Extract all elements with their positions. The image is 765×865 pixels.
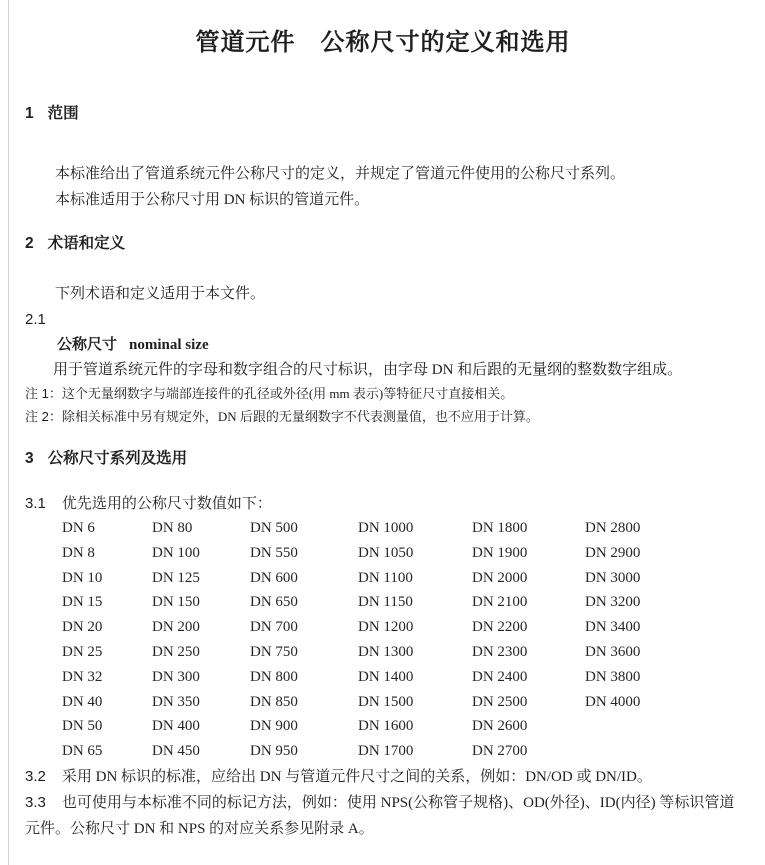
- dn-value: DN 1150: [358, 594, 413, 611]
- clause-number: 3.1: [25, 495, 46, 512]
- dn-value: DN 2800: [585, 520, 641, 536]
- dn-value: DN 450: [152, 743, 200, 760]
- clause-3-3: [25, 790, 741, 842]
- section-1-heading: [25, 103, 741, 125]
- dn-value: DN 6: [62, 520, 95, 536]
- dn-value: DN 1500: [358, 693, 414, 710]
- clause-2-1-number: 2.1: [25, 311, 46, 328]
- dn-value: DN 80: [152, 520, 193, 536]
- dn-value: DN 1000: [358, 520, 414, 536]
- dn-value: DN 32: [62, 668, 103, 685]
- dn-value: DN 2600: [472, 718, 528, 735]
- section-3-heading: [25, 448, 741, 470]
- dn-value: DN 1700: [358, 743, 414, 760]
- dn-value: [585, 714, 741, 739]
- dn-value: DN 600: [250, 569, 298, 586]
- term-english: nominal size: [129, 337, 209, 353]
- dn-value: DN 1050: [358, 544, 414, 561]
- term-chinese: 公称尺寸: [57, 336, 118, 353]
- dn-value: DN 65: [62, 743, 103, 760]
- dn-value: DN 25: [62, 643, 103, 660]
- section-heading-text: 公称尺寸系列及选用: [47, 450, 188, 467]
- dn-value: DN 3400: [585, 619, 641, 636]
- note-1: [25, 382, 741, 405]
- dn-value: DN 900: [250, 718, 298, 735]
- term-definition: 用于管道系统元件的字母和数字组合的尺寸标识，由字母 DN 和后跟的无量纲的整数数字组成。: [53, 362, 683, 378]
- section-1-body: [25, 161, 741, 213]
- note-2: [25, 405, 741, 428]
- note-label: 注 1：: [25, 386, 62, 401]
- dn-value: DN 40: [62, 693, 103, 710]
- dn-value: DN 20: [62, 619, 103, 636]
- term-line: [25, 332, 741, 358]
- dn-value: DN 4000: [585, 693, 641, 710]
- clause-text: 优先选用的公称尺寸数值如下：: [61, 496, 272, 512]
- paragraph: 本标准给出了管道系统元件公称尺寸的定义，并规定了管道元件使用的公称尺寸系列。: [55, 166, 626, 182]
- clause-number: 3.2: [25, 767, 46, 785]
- dn-value: DN 1300: [358, 643, 414, 660]
- dn-value: DN 2500: [472, 693, 528, 710]
- terms-intro: 下列术语和定义适用于本文件。: [55, 286, 266, 302]
- dn-value: DN 550: [250, 544, 298, 561]
- clause-text: 也可使用与本标准不同的标记方法，例如：使用 NPS(公称管子规格)、OD(外径)、ID(内径) 等标识管道元件。公称尺寸 DN 和 NPS 的对应关系参见附录 A。: [25, 794, 735, 837]
- dn-value: DN 1200: [358, 619, 414, 636]
- dn-value: DN 2100: [472, 594, 528, 611]
- dn-value: DN 2700: [472, 743, 528, 760]
- dn-value: DN 750: [250, 643, 298, 660]
- dn-value: DN 500: [250, 520, 298, 536]
- dn-value: DN 100: [152, 544, 200, 561]
- section-heading-text: 范围: [47, 105, 79, 122]
- dn-value: DN 1900: [472, 544, 528, 561]
- scan-edge-line: [8, 0, 9, 865]
- dn-value: DN 3800: [585, 668, 641, 685]
- dn-value: [585, 739, 741, 764]
- dn-value: DN 1100: [358, 569, 413, 586]
- dn-value: DN 200: [152, 619, 200, 636]
- dn-value: DN 350: [152, 693, 200, 710]
- note-label: 注 2：: [25, 409, 62, 424]
- dn-value: DN 3000: [585, 569, 641, 586]
- section-2-heading: [25, 233, 741, 255]
- clause-3-2: [25, 764, 741, 790]
- dn-value: DN 650: [250, 594, 298, 611]
- dn-value: DN 700: [250, 619, 298, 636]
- dn-value: DN 2900: [585, 544, 641, 561]
- clause-text: 采用 DN 标识的标准，应给出 DN 与管道元件尺寸之间的关系，例如：DN/OD 或 DN/ID。: [61, 768, 652, 785]
- dn-value: DN 3200: [585, 594, 641, 611]
- dn-value: DN 1400: [358, 668, 414, 685]
- dn-value: DN 125: [152, 569, 200, 586]
- dn-value: DN 1800: [472, 520, 528, 536]
- dn-value: DN 850: [250, 693, 298, 710]
- dn-value: DN 15: [62, 594, 103, 611]
- dn-value: DN 800: [250, 668, 298, 685]
- dn-value: DN 950: [250, 743, 298, 760]
- clause-3-1: [25, 492, 741, 516]
- dn-value: DN 50: [62, 718, 103, 735]
- clause-number: 3.3: [25, 793, 46, 811]
- dn-value: DN 2000: [472, 569, 528, 586]
- dn-value: DN 8: [62, 544, 95, 561]
- dn-value: DN 2400: [472, 668, 528, 685]
- section-number: 2: [25, 235, 34, 252]
- paragraph: 本标准适用于公称尺寸用 DN 标识的管道元件。: [55, 192, 370, 208]
- dn-value: DN 10: [62, 569, 103, 586]
- section-number: 1: [25, 105, 34, 122]
- dn-value: DN 150: [152, 594, 200, 611]
- note-text: 除相关标准中另有规定外，DN 后跟的无量纲数字不代表测量值，也不应用于计算。: [61, 409, 539, 424]
- section-number: 3: [25, 450, 34, 467]
- dn-value: DN 3600: [585, 643, 641, 660]
- note-text: 这个无量纲数字与端部连接件的孔径或外径(用 mm 表示)等特征尺寸直接相关。: [61, 386, 514, 401]
- dn-value: DN 300: [152, 668, 200, 685]
- dn-value: DN 1600: [358, 718, 414, 735]
- dn-value: DN 250: [152, 643, 200, 660]
- section-heading-text: 术语和定义: [47, 235, 126, 252]
- dn-value: DN 400: [152, 718, 200, 735]
- document-title: 管道元件 公称尺寸的定义和选用: [195, 29, 571, 56]
- dn-size-table: [62, 516, 741, 764]
- dn-value: DN 2300: [472, 643, 528, 660]
- dn-value: DN 2200: [472, 619, 528, 636]
